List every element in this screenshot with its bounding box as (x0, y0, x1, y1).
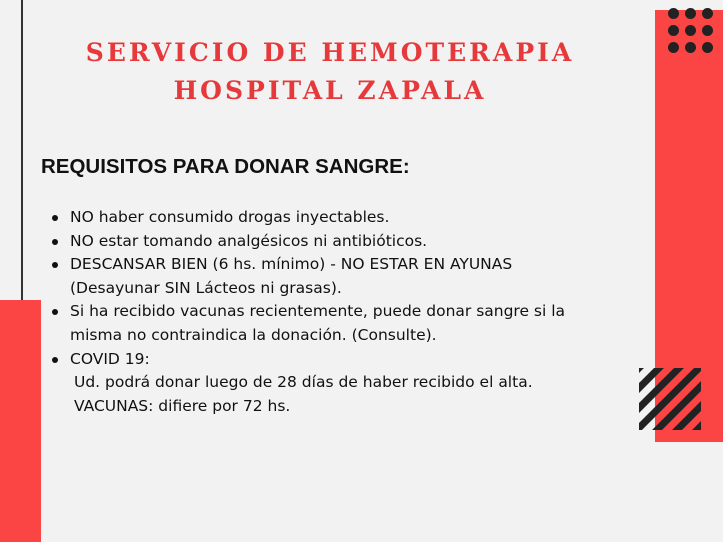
list-item (48, 300, 638, 347)
list-item-text: NO estar tomando analgésicos ni antibióticos. (70, 231, 428, 250)
dot-grid-icon (668, 8, 723, 63)
list-item-text: (Desayunar SIN Lácteos ni grasas). (70, 278, 342, 297)
list-item-text: NO haber consumido drogas inyectables. (70, 208, 390, 226)
covid-detail-text: Ud. podrá donar luego de 28 días de haber recibido el alta. (74, 373, 533, 392)
list-item-text: misma no contraindica la donación. (Consulte). (70, 325, 437, 344)
list-item (48, 348, 638, 419)
title-line-1: SERVICIO DE HEMOTERAPIA (85, 38, 575, 67)
list-item-text: Si ha recibido vacunas recientemente, puede donar sangre si la (70, 302, 566, 321)
left-red-block (0, 300, 41, 542)
title-line-2: HOSPITAL ZAPALA (173, 76, 487, 105)
requirements-heading: REQUISITOS PARA DONAR SANGRE: (41, 155, 410, 178)
requirements-list (48, 206, 638, 418)
vertical-divider-line (21, 0, 23, 300)
list-item (48, 253, 638, 300)
page-title (60, 34, 600, 110)
list-item (48, 230, 638, 254)
diagonal-stripes-icon (639, 368, 701, 430)
list-item (48, 206, 638, 230)
list-item-text: DESCANSAR BIEN (6 hs. mínimo) - NO ESTAR EN AYUNAS (70, 255, 513, 274)
covid-detail-text: VACUNAS: difiere por 72 hs. (74, 396, 291, 415)
list-item-text: COVID 19: (70, 349, 150, 368)
